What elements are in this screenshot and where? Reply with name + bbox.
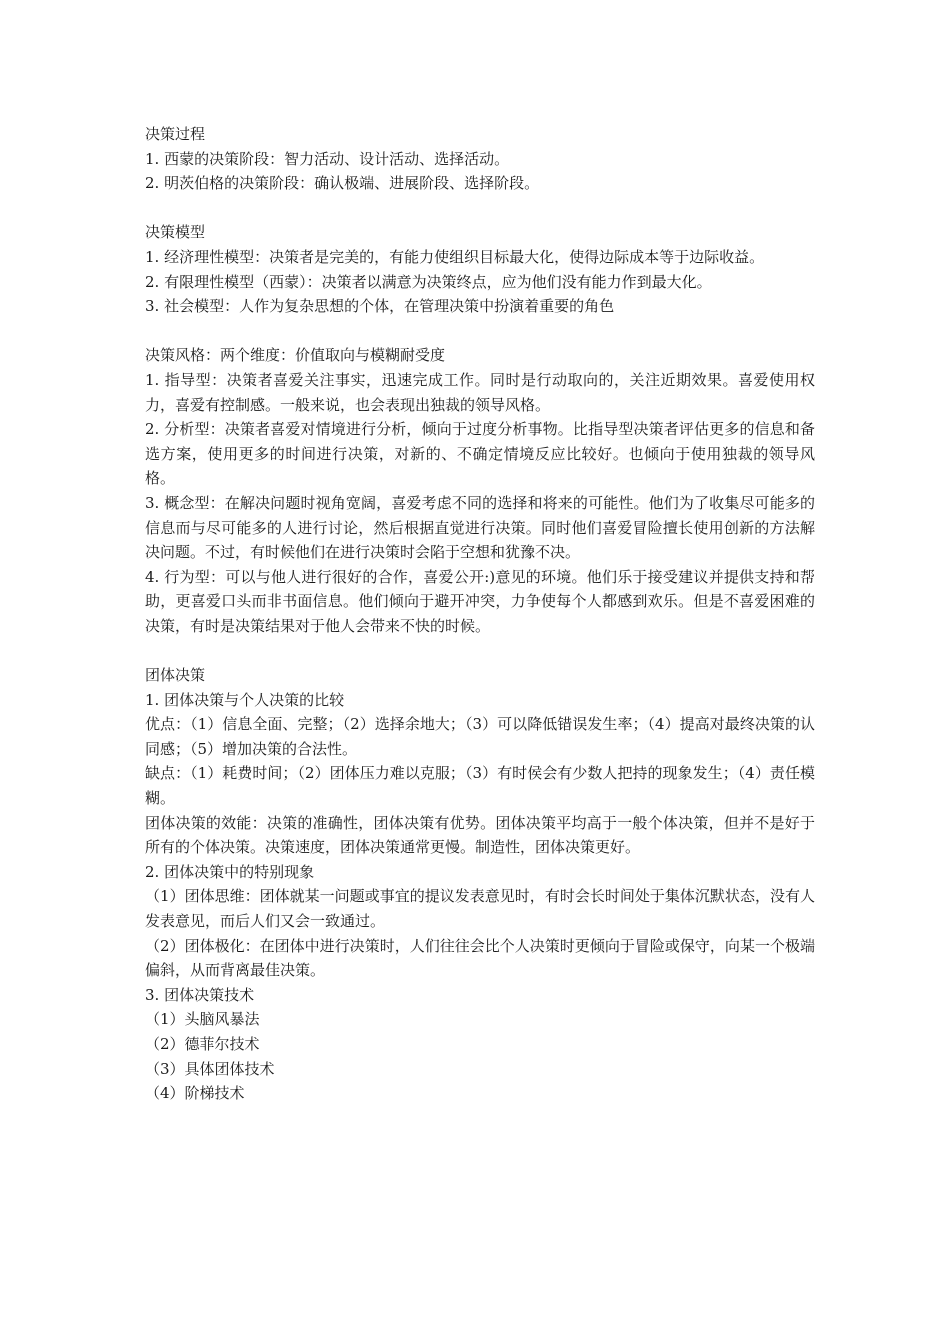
list-item: 4. 行为型：可以与他人进行很好的合作，喜爱公开:)意见的环境。他们乐于接受建议并提供支持和帮助，更喜爱口头而非书面信息。他们倾向于避开冲突，力争使每个人都感到欢乐。但是不喜爱困难的决策，有时是决策结果对于他人会带来不快的时候。 [145,567,815,635]
list-item: （1）头脑风暴法 [145,1010,260,1029]
list-item: 1. 团体决策与个人决策的比较 [145,690,345,709]
list-item: 2. 有限理性模型（西蒙）：决策者以满意为决策终点，应为他们没有能力作到最大化。 [145,272,712,291]
list-item: 缺点：（1）耗费时间；（2）团体压力难以克服；（3）有时侯会有少数人把持的现象发生；（4）责任模糊。 [145,764,815,808]
list-item: （2）团体极化：在团体中进行决策时，人们往往会比个人决策时更倾向于冒险或保守，向某一个极端偏斜，从而背离最佳决策。 [145,936,815,980]
list-item: 优点：（1）信息全面、完整；（2）选择余地大；（3）可以降低错误发生率；（4）提高对最终决策的认同感；（5）增加决策的合法性。 [145,715,815,758]
list-item: 1. 指导型：决策者喜爱关注事实，迅速完成工作。同时是行动取向的，关注近期效果。喜爱使用权力，喜爱有控制感。一般来说，也会表现出独裁的领导风格。 [145,370,815,414]
section-spacer [145,319,815,344]
section-decision-styles [145,343,815,638]
list-item: 3. 概念型：在解决问题时视角宽阔，喜爱考虑不同的选择和将来的可能性。他们为了收集尽可能多的信息而与尽可能多的人进行讨论，然后根据直觉进行决策。同时他们喜爱冒险擅长使用创新的方法解决问题。不过，有时候他们在进行决策时会陷于空想和犹豫不决。 [145,493,815,562]
list-item: （4）阶梯技术 [145,1084,245,1103]
section-heading: 决策过程 [145,125,206,143]
section-heading: 决策风格：两个维度：价值取向与模糊耐受度 [145,346,446,365]
section-heading: 团体决策 [145,666,206,685]
list-item: 2. 明茨伯格的决策阶段：确认极端、进展阶段、选择阶段。 [145,174,540,193]
section-decision-process [145,122,815,196]
list-item: 2. 分析型：决策者喜爱对情境进行分析，倾向于过度分析事物。比指导型决策者评估更多的信息和备选方案，使用更多的时间进行决策，对新的、不确定情境反应比较好。也倾向于使用独裁的领导风格。 [145,420,815,488]
list-item: （1）团体思维：团体就某一问题或事宜的提议发表意见时，有时会长时间处于集体沉默状态，没有人发表意见，而后人们又会一致通过。 [145,887,815,930]
list-item: （2）德菲尔技术 [145,1034,260,1053]
document-page [145,122,815,1106]
list-item: 1. 西蒙的决策阶段：智力活动、设计活动、选择活动。 [145,149,510,168]
section-heading: 决策模型 [145,223,206,242]
list-item: 团体决策的效能：决策的准确性，团体决策有优势。团体决策平均高于一般个体决策，但并不是好于所有的个体决策。决策速度，团体决策通常更慢。制造性，团体决策更好。 [145,813,815,857]
section-spacer [145,196,815,221]
list-item: 2. 团体决策中的特别现象 [145,862,315,881]
section-decision-models [145,220,815,318]
list-item: （3）具体团体技术 [145,1059,275,1078]
section-group-decision [145,663,815,1106]
section-spacer [145,638,815,663]
list-item: 3. 社会模型：人作为复杂思想的个体，在管理决策中扮演着重要的角色 [145,297,615,316]
list-item: 1. 经济理性模型：决策者是完美的，有能力使组织目标最大化，使得边际成本等于边际收益。 [145,247,765,266]
list-item: 3. 团体决策技术 [145,985,255,1004]
